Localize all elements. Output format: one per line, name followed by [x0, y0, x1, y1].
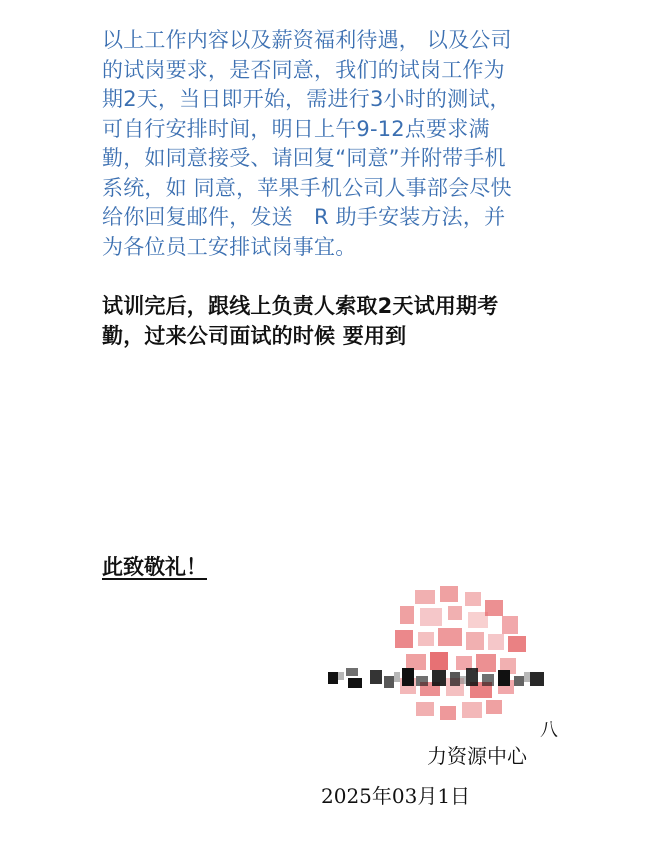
paragraph-line: 系统，如 同意，苹果手机公司人事部会尽快	[102, 175, 512, 200]
paragraph-line: 以上工作内容以及薪资福利待遇， 以及公司	[102, 28, 512, 52]
training-paragraph	[102, 292, 572, 351]
paragraph-line: 期2天，当日即开始，需进行3小时的测试，	[102, 87, 511, 111]
department-fragment: 八	[540, 720, 558, 741]
paragraph-line: 试训完后，跟线上负责人索取2天试用期考	[102, 294, 499, 318]
department-signature: 力资源中心	[427, 744, 527, 768]
paragraph-line: 勤，如同意接受、请回复“同意”并附带手机	[102, 146, 506, 170]
offer-paragraph	[102, 26, 572, 262]
paragraph-line: 可自行安排时间，明日上午9-12点要求满	[102, 116, 490, 141]
paragraph-line: 勤，过来公司面试的时候 要用到	[102, 323, 407, 348]
paragraph-line: 给你回复邮件，发送 R 助手安装方法，并	[102, 205, 506, 229]
paragraph-line: 为各位员工安排试岗事宜。	[102, 234, 357, 259]
paragraph-line: 的试岗要求，是否同意，我们的试岗工作为	[102, 57, 505, 82]
letter-date: 2025年03月1日	[321, 784, 471, 808]
pixelated-seal-icon	[320, 572, 570, 732]
closing-salutation: 此致敬礼！	[102, 555, 207, 579]
